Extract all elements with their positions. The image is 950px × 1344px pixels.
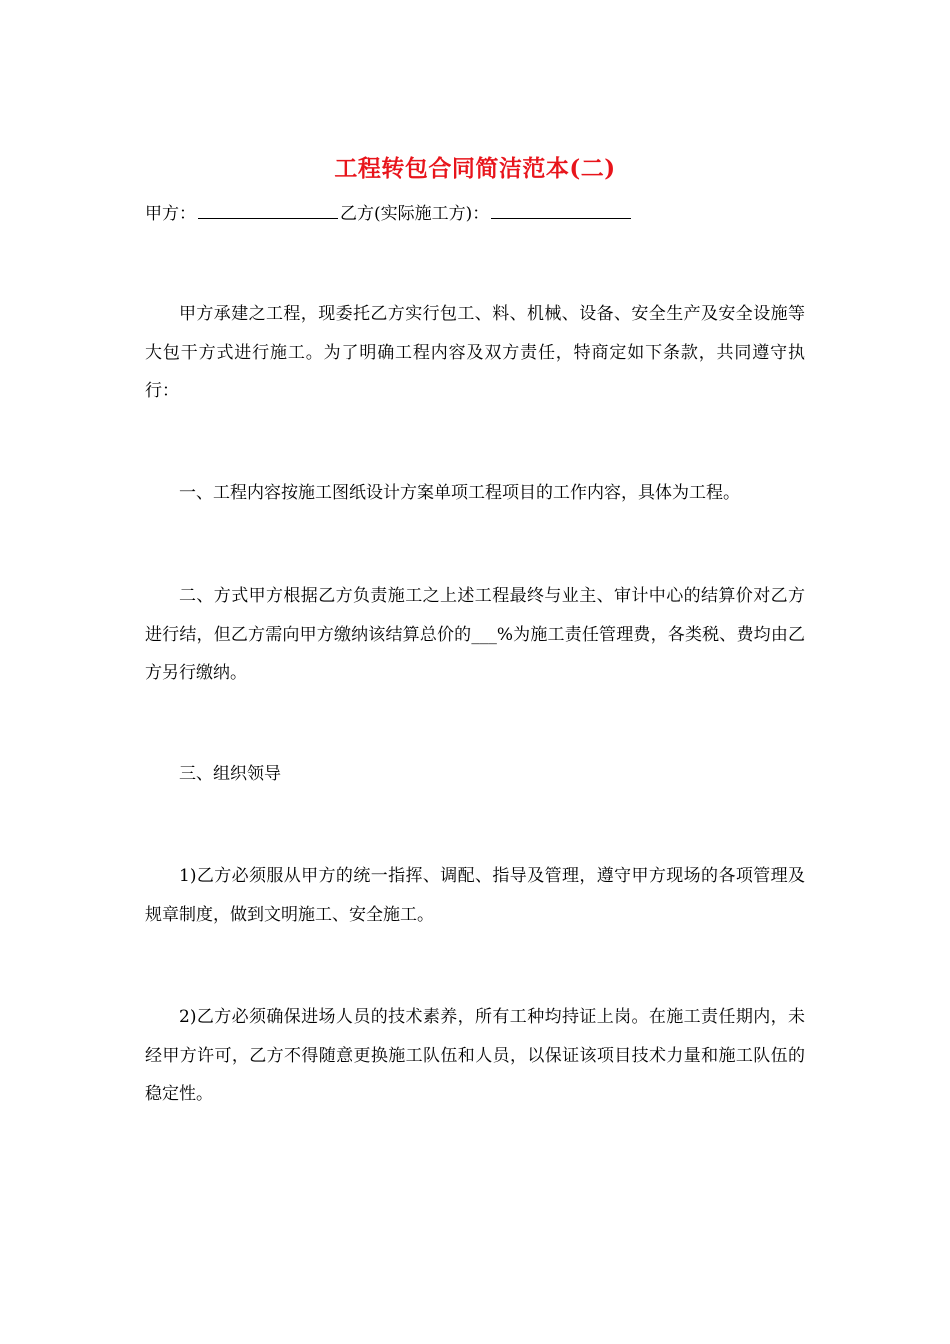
parties-line bbox=[145, 200, 633, 227]
paragraph-clause-2: 二、方式甲方根据乙方负责施工之上述工程最终与业主、审计中心的结算价对乙方进行结，但乙方需向甲方缴纳该结算总价的___%为施工责任管理费，各类税、费均由乙方另行缴纳。 bbox=[145, 586, 805, 683]
paragraph-intro: 甲方承建之工程，现委托乙方实行包工、料、机械、设备、安全生产及安全设施等大包干方式进行施工。为了明确工程内容及双方责任，特商定如下条款，共同遵守执行： bbox=[145, 304, 805, 401]
party-a-blank bbox=[198, 200, 338, 219]
paragraph-item-1: 1)乙方必须服从甲方的统一指挥、调配、指导及管理，遵守甲方现场的各项管理及规章制度，做到文明施工、安全施工。 bbox=[145, 866, 805, 925]
party-b-label: 乙方(实际施工方)： bbox=[340, 204, 490, 224]
party-b-blank bbox=[491, 200, 631, 219]
paragraph-clause-1: 一、工程内容按施工图纸设计方案单项工程项目的工作内容，具体为工程。 bbox=[179, 483, 740, 503]
party-a-label: 甲方： bbox=[145, 204, 196, 224]
paragraph-clause-3-heading: 三、组织领导 bbox=[179, 764, 281, 784]
document-title: 工程转包合同简洁范本(二) bbox=[334, 155, 616, 182]
paragraph-item-2: 2)乙方必须确保进场人员的技术素养，所有工种均持证上岗。在施工责任期内，未经甲方许可，乙方不得随意更换施工队伍和人员，以保证该项目技术力量和施工队伍的稳定性。 bbox=[145, 1007, 805, 1104]
